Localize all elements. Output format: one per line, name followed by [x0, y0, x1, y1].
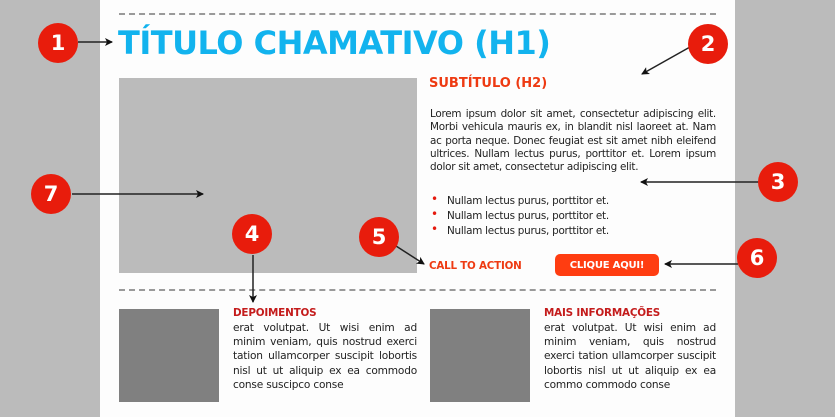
bullet-item	[430, 224, 716, 239]
bullet-item	[430, 209, 716, 224]
annotation-badge-4: 4	[232, 214, 272, 254]
bullet-text: Nullam lectus purus, porttitor et.	[447, 225, 609, 237]
annotation-badge-2: 2	[688, 24, 728, 64]
landing-page-wireframe	[100, 0, 735, 417]
testimonials-title: DEPOIMENTOS	[233, 307, 317, 319]
top-dashed-divider	[119, 13, 716, 15]
annotation-badge-5: 5	[359, 217, 399, 257]
more-info-text: erat volutpat. Ut wisi enim ad minim veniam, quis nostrud exerci tation ullamcorper suscipit lobortis nisl ut ut aliquip ex ea commo commodo conse	[544, 322, 716, 391]
annotation-badge-6: 6	[737, 238, 777, 278]
h2-subtitle: SUBTÍTULO (H2)	[429, 76, 548, 91]
bullet-item	[430, 194, 716, 209]
call-to-action-link[interactable]: CALL TO ACTION	[429, 260, 522, 272]
bullet-dot-icon: •	[431, 207, 438, 221]
annotation-badge-3: 3	[758, 162, 798, 202]
bullet-text: Nullam lectus purus, porttitor et.	[447, 210, 609, 222]
body-text: Lorem ipsum dolor sit amet, consectetur adipiscing elit. Morbi vehicula mauris ex, in blandit nisl laoreet at. Nam ac porta neque. Donec feugiat est sit amet nibh eleifend ultrices. Nullam lectus purus, porttitor et. Lorem ipsum dolor sit amet, consectetur adipiscing elit.	[430, 108, 716, 174]
clique-aqui-button[interactable]: CLIQUE AQUI!	[555, 254, 659, 276]
more-info-thumbnail	[430, 309, 530, 402]
testimonials-text: erat volutpat. Ut wisi enim ad minim veniam, quis nostrud exerci tation ullamcorper suscipit lobortis nisl ut ut aliquip ex ea commodo conse suscipco conse	[233, 322, 417, 391]
h1-title: TÍTULO CHAMATIVO (H1)	[118, 24, 551, 62]
testimonial-thumbnail	[119, 309, 219, 402]
bullet-dot-icon: •	[431, 192, 438, 206]
bullet-list	[430, 194, 716, 239]
bullet-dot-icon: •	[431, 222, 438, 236]
bullet-text: Nullam lectus purus, porttitor et.	[447, 195, 609, 207]
annotation-badge-7: 7	[31, 174, 71, 214]
more-info-title: MAIS INFORMAÇÕES	[544, 307, 661, 319]
annotation-badge-1: 1	[38, 23, 78, 63]
bottom-dashed-divider	[119, 289, 716, 291]
